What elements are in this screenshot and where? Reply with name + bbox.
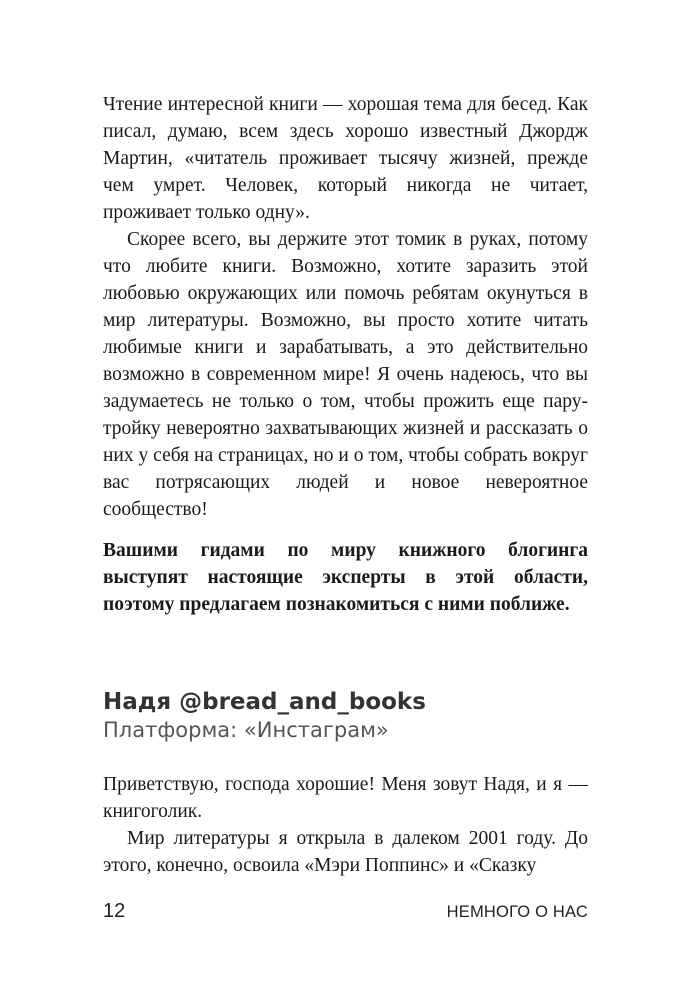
story-paragraph-2: Мир литературы я открыла в далеком 2001 году. До этого, конечно, освоила «Мэри Поппинс» и «Сказку <box>103 828 588 876</box>
author-platform: Платформа: «Инстаграм» <box>103 718 389 742</box>
intro-paragraph-2: Скорее всего, вы держите этот томик в руках, потому что любите книги. Возможно, хотите заразить этой любовью окружающих или помочь ребятам окунуться в мир литературы. Возможно, вы просто хотите читать любимые книги и зарабатывать, а это действительно возможно в современном мире! Я очень надеюсь, что вы задумаетесь не только о том, чтобы прожить еще пару-тройку невероятно захватывающих жизней и рассказать о них у себя на страницах, но и о том, чтобы собрать вокруг вас потрясающих людей и новое невероятное сообщество! <box>103 229 588 520</box>
intro-section <box>103 91 588 523</box>
running-section-title: НЕМНОГО О НАС <box>446 903 588 921</box>
page-number: 12 <box>103 900 126 922</box>
intro-paragraph-1: Чтение интересной книги — хорошая тема для бесед. Как писал, думаю, всем здесь хорошо известный Джордж Мартин, «читатель проживает тысячу жизней, прежде чем умрет. Человек, который никогда не читает, проживает только одну». <box>103 94 588 223</box>
author-name: Надя @bread_and_books <box>103 689 426 715</box>
author-header <box>103 688 588 744</box>
experts-note <box>103 537 588 618</box>
author-story <box>103 771 588 879</box>
experts-note-text: Вашими гидами по миру книжного блогинга выступят настоящие эксперты в этой области, поэтому предлагаем познакомиться с ними поближе. <box>103 540 588 615</box>
story-paragraph-1: Приветствую, господа хорошие! Меня зовут Надя, и я — книгоголик. <box>103 774 588 822</box>
